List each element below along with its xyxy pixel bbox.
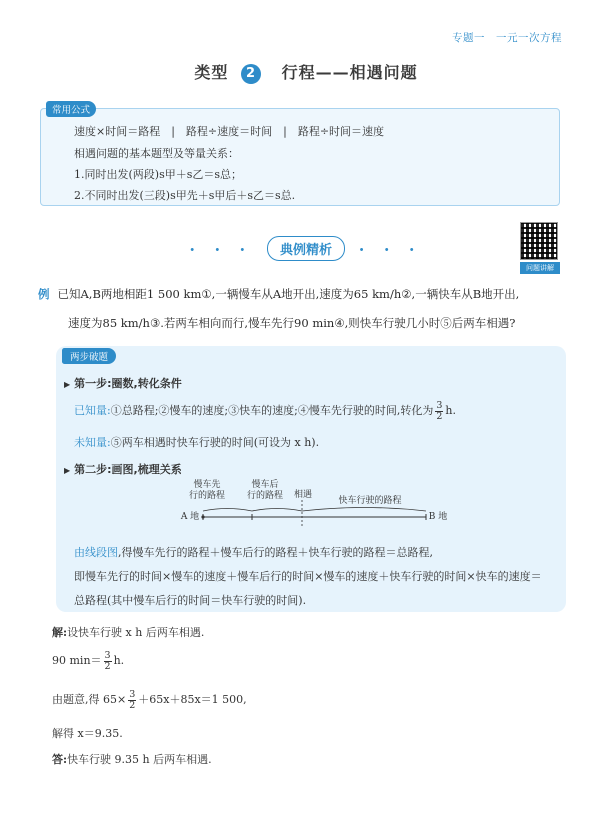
formula-line-1: 速度×时间＝路程 | 路程÷速度＝时间 | 路程÷时间＝速度	[74, 125, 385, 138]
analysis-line-1	[74, 544, 433, 560]
solution-answer	[52, 751, 212, 767]
eq-pre: 由题意,得 65×	[52, 693, 127, 706]
unknown-text: ⑤两车相遇时快车行驶的时间(可设为 x h).	[110, 436, 320, 449]
frac-den: 2	[129, 699, 136, 711]
conv-pre: 90 min＝	[52, 654, 102, 667]
step-2-text: 第二步:画图,梳理关系	[74, 463, 182, 476]
qr-code-icon[interactable]	[520, 222, 558, 260]
solution-result: 解得 x＝9.35.	[52, 727, 123, 740]
conv-fraction	[104, 651, 112, 671]
formula-tag: 常用公式	[46, 101, 96, 117]
conv-post: h.	[113, 654, 125, 667]
dots-right: • • •	[358, 245, 423, 257]
answer-text: 快车行驶 9.35 h 后两车相遇.	[67, 753, 212, 766]
frac-num: 3	[104, 650, 111, 661]
step-2-title	[64, 461, 182, 477]
eq-post: ＋65x＋85x＝1 500,	[138, 693, 247, 706]
analysis-line-3: 总路程(其中慢车后行的时间＝快车行驶的时间).	[74, 594, 307, 607]
formula-line-2: 相遇问题的基本题型及等量关系：	[74, 147, 239, 160]
meet-label: 相遇	[293, 490, 312, 500]
known-text: ①总路程;②慢车的速度;③快车的速度;④慢车先行驶的时间,转化为	[110, 404, 434, 417]
a-label: A 地	[180, 512, 200, 522]
answer-label: 答:	[52, 753, 68, 766]
problem-text-1: 已知A,B两地相距1 500 km①,一辆慢车从A地开出,速度为65 km/h②,一辆快车从B地开出,	[57, 287, 520, 301]
triangle-icon: ▶	[64, 466, 71, 475]
seg3-label: 快车行驶的路程	[338, 496, 402, 506]
chapter-header: 专题一 一元一次方程	[452, 32, 562, 44]
qr-label: 问题讲解	[520, 262, 560, 274]
line-segment-diagram	[170, 478, 450, 528]
examples-badge: 典例精析	[267, 236, 345, 261]
known-fraction	[435, 401, 443, 421]
step-1-text: 第一步:圈数,转化条件	[74, 377, 182, 390]
formula-line-3: 1.同时出发(两段)s甲＋s乙＝s总；	[74, 168, 243, 181]
title-prefix: 类型	[194, 63, 229, 82]
b-label: B 地	[428, 512, 448, 522]
triangle-icon: ▶	[64, 380, 71, 389]
solution-intro-text: 设快车行驶 x h 后两车相遇.	[67, 626, 205, 639]
title-text: 行程——相遇问题	[281, 63, 418, 82]
analysis-highlight: 由线段图	[74, 546, 118, 559]
known-unit: h.	[445, 404, 456, 417]
analysis-line-2: 即慢车先行的时间×慢车的速度＋慢车后行的时间×慢车的速度＋快车行驶的时间×快车的速度＝	[74, 570, 542, 583]
unknown-line	[74, 434, 319, 450]
known-line	[74, 401, 456, 421]
dots-left: • • •	[189, 245, 254, 257]
frac-num: 3	[436, 400, 443, 411]
solution-intro	[52, 624, 204, 640]
solution-equation	[52, 690, 247, 710]
step-1-title	[64, 375, 182, 391]
analysis-text-1: ,得慢车先行的路程＋慢车后行的路程＋快车行驶的路程＝总路程,	[118, 546, 433, 559]
frac-den: 2	[436, 410, 443, 422]
frac-den: 2	[104, 660, 111, 672]
known-label: 已知量:	[74, 404, 111, 417]
unknown-label: 未知量:	[74, 436, 111, 449]
formula-line-4: 2.不同时出发(三段)s甲先＋s甲后＋s乙＝s总.	[74, 189, 296, 202]
diagram-lines	[170, 478, 450, 528]
analysis-tag: 两步破题	[62, 348, 116, 364]
problem-tag: 例	[38, 287, 50, 301]
solution-conversion	[52, 651, 124, 671]
seg2-label: 慢车后 行的路程	[246, 480, 283, 502]
frac-num: 3	[129, 689, 136, 700]
eq-fraction	[128, 690, 136, 710]
problem-line-2: 速度为85 km/h③.若两车相向而行,慢车先行90 min④,则快车行驶几小时⑤后两车相遇?	[68, 316, 516, 330]
solution-label: 解:	[52, 626, 68, 639]
title-number-badge: 2	[241, 64, 261, 84]
problem-line-1	[38, 289, 519, 301]
section-title	[0, 60, 612, 84]
seg1-label: 慢车先 行的路程	[188, 480, 225, 502]
